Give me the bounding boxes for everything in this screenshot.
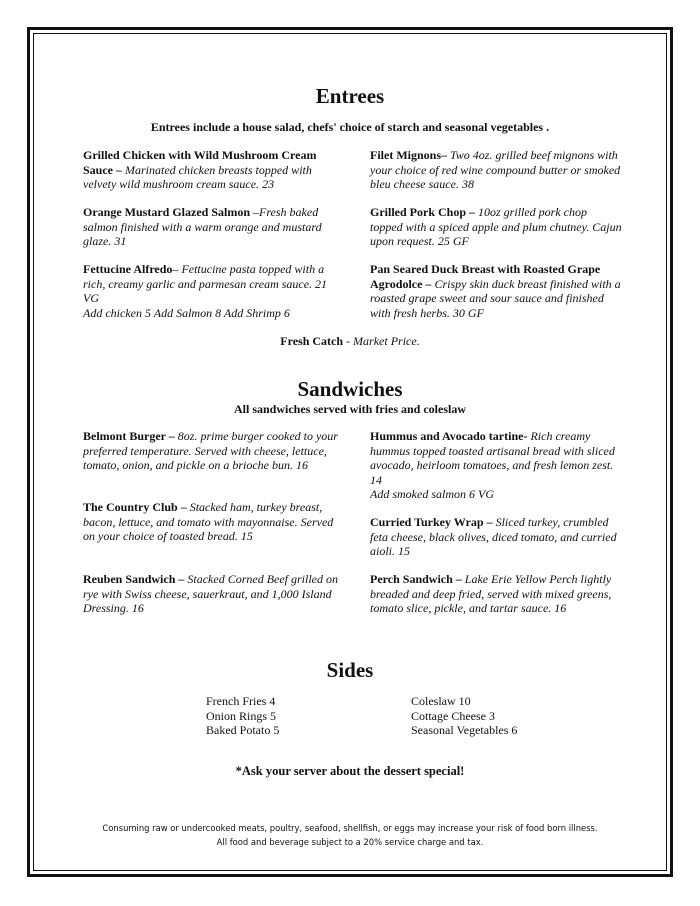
- service-charge-note: All food and beverage subject to a 20% service charge and tax.: [216, 837, 484, 847]
- menu-item-description: 10oz grilled pork chop topped with a spiced apple and plum chutney. Cajun upon request. 25 GF: [370, 205, 622, 249]
- menu-item: [370, 148, 622, 192]
- fresh-catch: [0, 334, 700, 349]
- menu-item-description: Stacked ham, turkey breast, bacon, lettuce, and tomato with mayonnaise. Served on your choice of toasted bread. 15: [83, 500, 334, 544]
- entrees-title: Entrees: [315, 84, 385, 108]
- dessert-note: *Ask your server about the dessert special!: [235, 764, 465, 778]
- menu-item: [83, 572, 341, 616]
- fresh-catch-name: Fresh Catch: [280, 334, 344, 348]
- menu-item-name: The Country Club –: [83, 500, 187, 514]
- menu-item: [83, 500, 341, 544]
- menu-item: [370, 429, 622, 502]
- side-item: Baked Potato 5: [206, 723, 280, 738]
- menu-item-name: Pan Seared Duck Breast with Roasted Grape Agrodolce –: [370, 262, 601, 291]
- side-item: French Fries 4: [206, 694, 276, 708]
- menu-item-name: Fettucine Alfredo: [83, 262, 173, 276]
- menu-item-description: Crispy skin duck breast finished with a roasted grape sweet and sour sauce and finished with fresh herbs. 30 GF: [370, 276, 621, 320]
- menu-item: [370, 515, 622, 559]
- sides-title: Sides: [326, 658, 374, 682]
- side-item: Coleslaw 10: [411, 694, 471, 708]
- side-item: Cottage Cheese 3: [411, 708, 495, 723]
- entrees-subtitle: Entrees include a house salad, chefs' choice of starch and seasonal vegetables .: [150, 120, 550, 134]
- fresh-catch-price: - Market Price.: [343, 334, 420, 348]
- menu-item-description: Stacked Corned Beef grilled on rye with Swiss cheese, sauerkraut, and 1,000 Island Dressing. 16: [83, 572, 339, 616]
- menu-item-addons: Add smoked salmon 6 VG: [370, 487, 494, 502]
- menu-item: [370, 205, 622, 249]
- menu-item: [83, 148, 341, 192]
- food-safety-disclaimer: [0, 821, 700, 849]
- sandwiches-title: Sandwiches: [297, 377, 403, 401]
- menu-item-name: Perch Sandwich –: [370, 572, 462, 586]
- menu-item-description: Rich creamy hummus topped toasted artisanal bread with sliced avocado, heirloom tomatoes, and fresh lemon zest. 14: [370, 429, 615, 487]
- menu-item: [83, 205, 341, 249]
- menu-item: [83, 429, 341, 473]
- menu-item-name: Grilled Chicken with Wild Mushroom Cream Sauce –: [83, 148, 317, 177]
- menu-item-name: Grilled Pork Chop –: [370, 205, 476, 219]
- sides-list-left: [206, 694, 279, 738]
- menu-item-name: Belmont Burger –: [83, 429, 175, 443]
- menu-item: [83, 262, 341, 320]
- menu-item-name: Hummus and Avocado tartine-: [370, 429, 528, 443]
- menu-item-description: 8oz. prime burger cooked to your preferred temperature. Served with cheese, lettuce, tomato, onion, and pickle on a brioche bun. 16: [83, 429, 338, 473]
- menu-item-name: Reuben Sandwich –: [83, 572, 185, 586]
- menu-item-description: Lake Erie Yellow Perch lightly breaded and deep fried, served with mixed greens, tomato slice, pickle, and tartar sauce. 16: [370, 572, 612, 616]
- menu-item-description: – Fettucine pasta topped with a rich, creamy garlic and parmesan cream sauce. 21 VG: [83, 262, 328, 306]
- menu-item-name: Filet Mignons–: [370, 148, 447, 162]
- disclaimer-line: Consuming raw or undercooked meats, poultry, seafood, shellfish, or eggs may increase your risk of food born illness.: [102, 823, 598, 833]
- menu-item-addons: Add chicken 5 Add Salmon 8 Add Shrimp 6: [83, 305, 290, 320]
- side-item: Onion Rings 5: [206, 708, 277, 723]
- menu-item: [370, 262, 622, 320]
- menu-item: [370, 572, 622, 616]
- menu-item-description: –Fresh baked salmon finished with a warm orange and mustard glaze. 31: [83, 205, 322, 249]
- menu-item-description: Two 4oz. grilled beef mignons with your choice of red wine compound butter or smoked bleu cheese sauce. 38: [370, 148, 621, 192]
- sides-list-right: [411, 694, 517, 738]
- menu-item-name: Curried Turkey Wrap –: [370, 515, 493, 529]
- menu-item-name: Orange Mustard Glazed Salmon: [83, 205, 250, 219]
- side-item: Seasonal Vegetables 6: [411, 723, 518, 738]
- sandwiches-subtitle: All sandwiches served with fries and coleslaw: [234, 402, 466, 416]
- menu-item-description: Marinated chicken breasts topped with velvety wild mushroom cream sauce. 23: [83, 162, 312, 192]
- menu-item-description: Sliced turkey, crumbled feta cheese, black olives, diced tomato, and curried aioli. 15: [370, 515, 617, 559]
